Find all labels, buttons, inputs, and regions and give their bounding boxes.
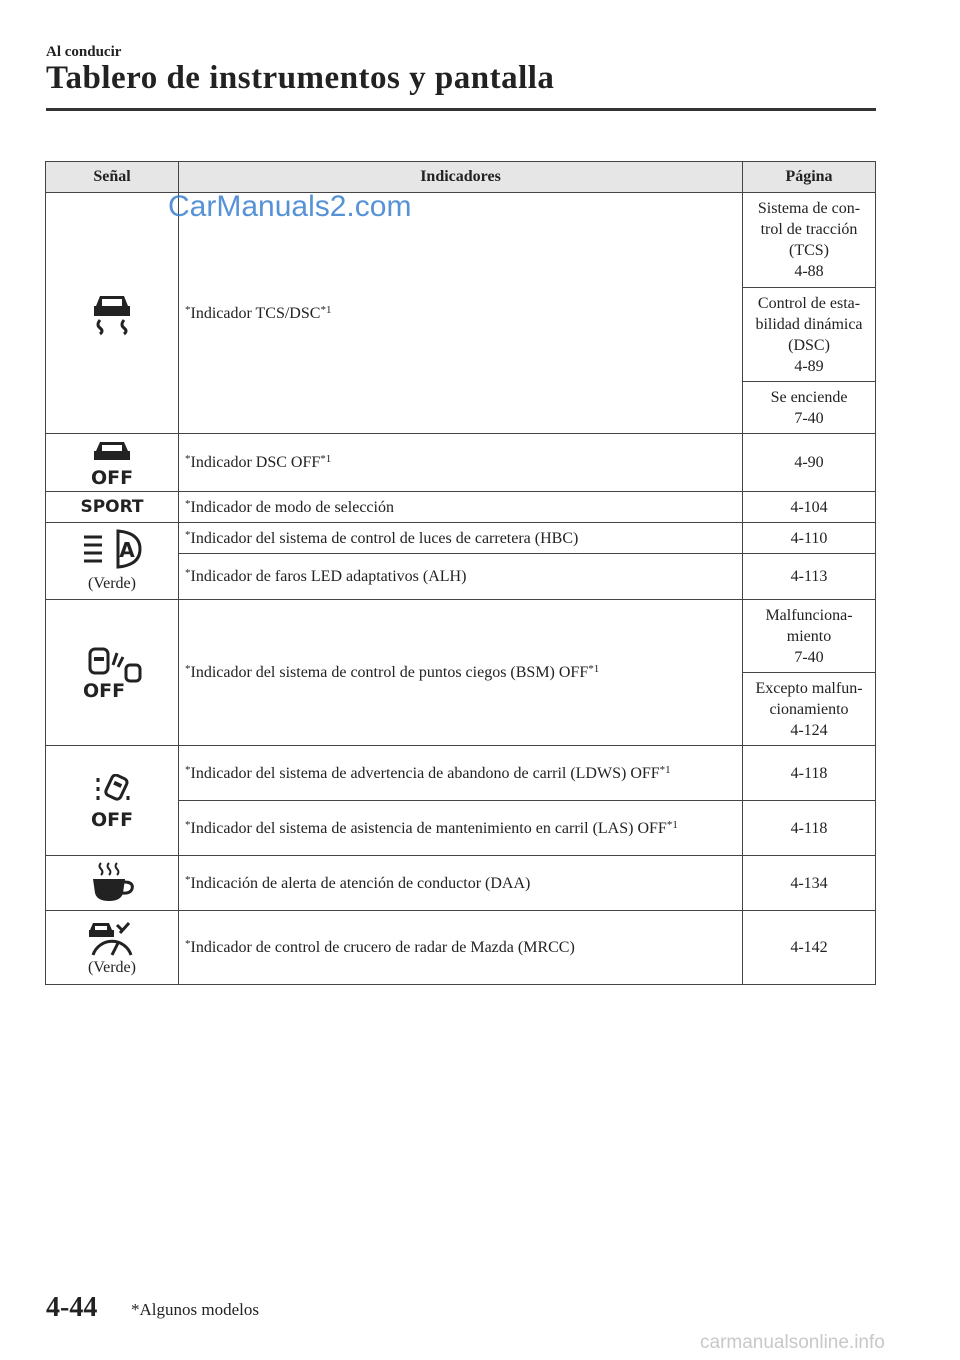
header-signal: Señal	[46, 162, 179, 193]
indicator-label: Indicador del sistema de advertencia de abandono de carril (LDWS) OFF	[190, 764, 660, 782]
svg-text:OFF: OFF	[90, 808, 134, 828]
page-ref: 4-134	[790, 874, 828, 892]
section-label: Al conducir	[46, 44, 122, 60]
color-note: (Verde)	[88, 958, 136, 976]
bsm-off-icon	[80, 647, 144, 699]
footnote-star: *	[185, 818, 191, 831]
page-ref: 4-110	[790, 529, 828, 547]
title-divider	[46, 108, 876, 111]
table-row	[46, 523, 876, 554]
page-ref: 4-89	[794, 357, 824, 375]
footnote-ref: *1	[588, 663, 600, 675]
page-ref: 7-40	[794, 409, 824, 427]
page-cell	[743, 288, 876, 382]
footnote-star: *	[185, 497, 191, 510]
table-row	[46, 492, 876, 523]
indicator-label: Indicador del sistema de control de luces de carretera (HBC)	[190, 529, 579, 547]
page-ref: 4-118	[790, 764, 828, 782]
page-cell	[743, 600, 876, 673]
footnote-ref: *1	[320, 453, 332, 465]
footnote-star: *	[185, 938, 191, 950]
dsc-off-icon	[85, 440, 139, 486]
indicator-cell	[179, 554, 743, 600]
header-indicators: Indicadores	[179, 162, 743, 193]
tcs-dsc-icon	[90, 290, 134, 336]
page-label: Excepto malfun- cionamiento	[755, 679, 863, 718]
watermark: CarManuals2.com	[168, 190, 412, 223]
footnote-ref: *1	[659, 763, 671, 776]
page-number: 4-44	[46, 1292, 98, 1323]
indicator-cell	[179, 746, 743, 801]
footnote-ref: *1	[666, 818, 678, 831]
signal-cell	[46, 600, 179, 746]
footnote: *Algunos modelos	[131, 1300, 259, 1319]
page-ref: 4-104	[790, 498, 828, 516]
svg-text:A: A	[119, 538, 135, 562]
indicator-label: Indicador de control de crucero de radar de Mazda (MRCC)	[190, 939, 575, 956]
signal-cell	[46, 492, 179, 523]
hbc-icon	[80, 529, 144, 573]
indicator-cell	[179, 434, 743, 492]
page-ref: 4-88	[794, 263, 824, 280]
footnote-star: *	[185, 763, 191, 776]
table-row	[46, 856, 876, 911]
table-header-row	[46, 162, 876, 193]
indicator-cell	[179, 600, 743, 746]
table-row	[46, 600, 876, 673]
indicator-label: Indicador DSC OFF	[190, 454, 321, 471]
indicator-label: Indicador del sistema de control de puntos ciegos (BSM) OFF	[190, 664, 589, 681]
indicator-label: Indicador TCS/DSC	[190, 304, 321, 322]
indicator-cell	[179, 801, 743, 856]
coffee-cup-icon	[87, 861, 137, 905]
page-ref: 4-90	[794, 454, 824, 471]
page-ref: 4-113	[790, 568, 828, 585]
page-cell	[743, 911, 876, 985]
page-label: Malfunciona- miento	[765, 606, 853, 645]
page-cell	[743, 801, 876, 856]
page-cell	[743, 746, 876, 801]
page-ref: 4-118	[790, 819, 828, 837]
indicator-label: Indicador de modo de selección	[190, 498, 394, 516]
indicator-label: Indicador de faros LED adaptativos (ALH)	[190, 568, 467, 585]
table-row	[46, 434, 876, 492]
table-row	[46, 911, 876, 985]
footnote-star: *	[185, 528, 191, 541]
page-cell	[743, 673, 876, 746]
indicator-cell	[179, 523, 743, 554]
indicator-label: Indicador del sistema de asistencia de mantenimiento en carril (LAS) OFF	[190, 819, 667, 837]
page-cell	[743, 492, 876, 523]
svg-text:OFF: OFF	[82, 679, 126, 699]
table-row	[46, 746, 876, 801]
header-page: Página	[743, 162, 876, 193]
signal-cell	[46, 523, 179, 600]
page-label: Sistema de con- trol de tracción (TCS)	[757, 200, 861, 259]
footnote-star: *	[185, 567, 191, 579]
page-cell	[743, 193, 876, 288]
indicator-cell	[179, 492, 743, 523]
indicator-label: Indicación de alerta de atención de conductor (DAA)	[190, 874, 531, 892]
page-cell	[743, 554, 876, 600]
footnote-star: *	[185, 453, 191, 465]
indicator-table	[45, 161, 876, 985]
signal-cell	[46, 193, 179, 434]
page-ref: 4-124	[790, 721, 828, 739]
footnote-ref: *1	[320, 303, 332, 316]
signal-cell	[46, 434, 179, 492]
mrcc-icon	[87, 919, 137, 957]
footer-watermark: carmanualsonline.info	[700, 1332, 885, 1353]
indicator-cell	[179, 911, 743, 985]
page-ref: 7-40	[794, 648, 824, 666]
page-cell	[743, 382, 876, 434]
footnote-star: *	[185, 873, 191, 886]
page-cell	[743, 434, 876, 492]
signal-cell	[46, 746, 179, 856]
page-cell	[743, 856, 876, 911]
page-ref: 4-142	[790, 939, 828, 956]
signal-cell	[46, 911, 179, 985]
sport-icon: SPORT	[80, 497, 144, 517]
indicator-cell	[179, 193, 743, 434]
footnote-star: *	[185, 663, 191, 675]
page-label: Control de esta- bilidad dinámica (DSC)	[755, 294, 863, 354]
page-label: Se enciende	[770, 388, 848, 406]
signal-cell	[46, 856, 179, 911]
footnote-star: *	[185, 303, 191, 316]
ldws-off-icon	[86, 774, 138, 828]
svg-text:OFF: OFF	[90, 466, 134, 486]
indicator-cell	[179, 856, 743, 911]
page-title: Tablero de instrumentos y pantalla	[46, 60, 555, 96]
page-cell	[743, 523, 876, 554]
color-note: (Verde)	[88, 575, 136, 592]
